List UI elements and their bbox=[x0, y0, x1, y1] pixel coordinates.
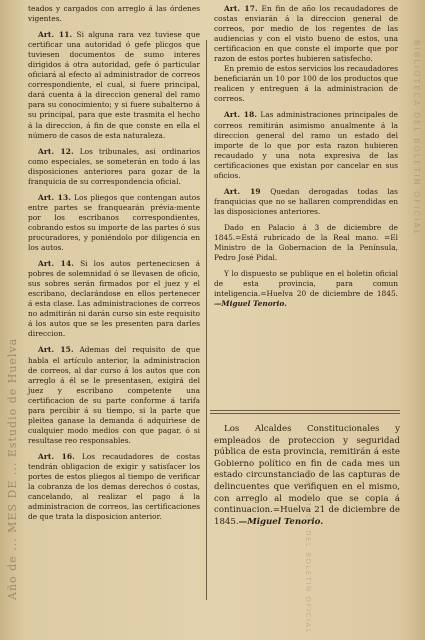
article-text: Los recaudadores de costas tendrán obligacion de exigir y satisfacer los portes de estos pliegos al tiempo de verificar la cobranza de los demas derechos ó costas, cancelando, al realizar el pago á la administracion de correos, las certificaciones de que trata la disposicion anterior. bbox=[28, 451, 200, 522]
article-label: Art. 13. bbox=[38, 192, 71, 202]
article-text: En fin de año los recaudadores de costas enviarán á la direccion general de correos, por medio de los regentes de las audiencias y con el visto bueno de estos, una certificacion en que conste el importe que por razon de estos portes hubieren satisfecho. bbox=[214, 4, 398, 64]
notice-text: Los Alcaldes Constitucionales y empleados de proteccion y seguridad pública de esta provincia, remitirán á este Gobierno político en fin de cada mes un estado circunstanciado de las capturas de delincuentes que verifiquen en el mismo, con arreglo al modelo que se copia á continuacion.=Huelva 21 de diciembre de 1845. bbox=[214, 424, 400, 527]
article-label: Art. 17. bbox=[224, 4, 258, 13]
article-label: Art. 19 bbox=[224, 186, 261, 196]
article-18 bbox=[214, 110, 398, 180]
article-text: Quedan derogadas todas las franquicias que no se hallaren comprendidas en las disposiciones anteriores. bbox=[214, 186, 398, 216]
right-column bbox=[214, 4, 398, 309]
notice-signature: —Miguel Tenorio. bbox=[238, 516, 324, 527]
article-label: Art. 11. bbox=[38, 30, 73, 40]
right-margin-stamp: BIBLIOTECA DEL BOLETIN OFICIAL bbox=[412, 40, 421, 237]
premio-paragraph: En premio de estos servicios los recaudadores beneficiarán un 10 por 100 de los productos que realicen y entreguen á la administracion de correos. bbox=[214, 64, 399, 104]
paragraph-continuation: teados y cargados con arreglo á las órdenes vigentes. bbox=[28, 4, 200, 24]
bottom-stamp: BIBLIOTECA DEL BOLETIN OFICIAL bbox=[304, 470, 312, 635]
left-margin-stamp: Año de ... MES DE ... Estudio de Huelva bbox=[6, 337, 19, 600]
left-column bbox=[28, 4, 200, 522]
article-text: Los tribunales, asi ordinarios como especiales, se someterán en todo á las disposiciones anteriores para gozar de la franquicia de su correspondencia oficial. bbox=[28, 146, 201, 186]
article-13 bbox=[28, 193, 200, 253]
publish-paragraph bbox=[214, 269, 398, 309]
article-text: Los pliegos que contengan autos entre partes se franquearán prévia-mente por los escribanos correspondientes, cobrando estos su importe de las partes ó sus procuradores, y poniéndolo por diligencia en los autos. bbox=[28, 192, 200, 253]
article-text: Ademas del requisito de que habla el artículo anterior, la administracion de correos, al dar curso á los autos que con arreglo á él se le presentasen, exigirá del juez y escribano competente una certificacion de su parte conforme á tarifa para percibir á su tiempo, si la parte que pleitea ganase la demanda ó adquiriese de cualquier modo medios con que pagar, ó si resultase reo responsables. bbox=[28, 345, 200, 445]
article-11 bbox=[28, 30, 200, 141]
publish-text: Y lo dispuesto se publique en el boletin oficial de esta provincia, para comun inteligencia.=Huelva 20 de diciembre de 1845. bbox=[214, 269, 398, 299]
article-12 bbox=[28, 147, 200, 187]
article-label: Art. 12. bbox=[38, 146, 74, 156]
article-text: Si los autos pertenecicsen á pobres de solemnidad ó se llevasen de oficio, sus sobres serán firmados por el juez y el escribano, declarándose en ellos pertenecer á esta clase. Las administraciones de correos no admitirán ni darán curso sin este requisito á los autos que se les presenten para darles direccion. bbox=[28, 259, 200, 339]
column-divider bbox=[206, 40, 207, 600]
article-label: Art. 14. bbox=[38, 259, 74, 269]
article-16 bbox=[28, 452, 200, 522]
article-label: Art. 16. bbox=[38, 451, 75, 461]
article-19 bbox=[214, 187, 398, 217]
article-15 bbox=[28, 345, 200, 445]
article-text: Las administraciones principales de correos remitirán asimismo anualmente á la direccion general del ramo un estado del importe de lo que por esta razon hubieren recaudado y una nota expresiva de las certificaciones que existan por cancelar en sus oficios. bbox=[214, 110, 399, 180]
article-label: Art. 15. bbox=[38, 345, 74, 355]
article-label: Art. 18. bbox=[224, 110, 258, 120]
section-rule-double bbox=[210, 413, 400, 414]
section-rule bbox=[210, 410, 400, 411]
article-14 bbox=[28, 259, 200, 339]
dado-paragraph: Dado en Palacio á 3 de diciembre de 1845.=Está rubricado de la Real mano. =El Ministro de la Gobernacion de la Península, Pedro José Pidal. bbox=[214, 222, 398, 263]
article-text: Si alguna rara vez tuviese que certificar una autoridad ó gefe plicgos que tuviesen documentos de sumo interes dirigidos á otra autoridad, gefe ó particular oficiará al efecto al administrador de correos correspondiente, el cual, si fuere principal, dará cuenta á la direccion general del ramo para su conocimiento; y si fuere subalterno á su principal, para que este trasmita el hecho á la direccion, á fin de que conste en ella el número de casos de esta naturaleza. bbox=[28, 30, 200, 140]
signature: —Miguel Tenorio. bbox=[214, 299, 287, 309]
article-17 bbox=[214, 4, 398, 64]
